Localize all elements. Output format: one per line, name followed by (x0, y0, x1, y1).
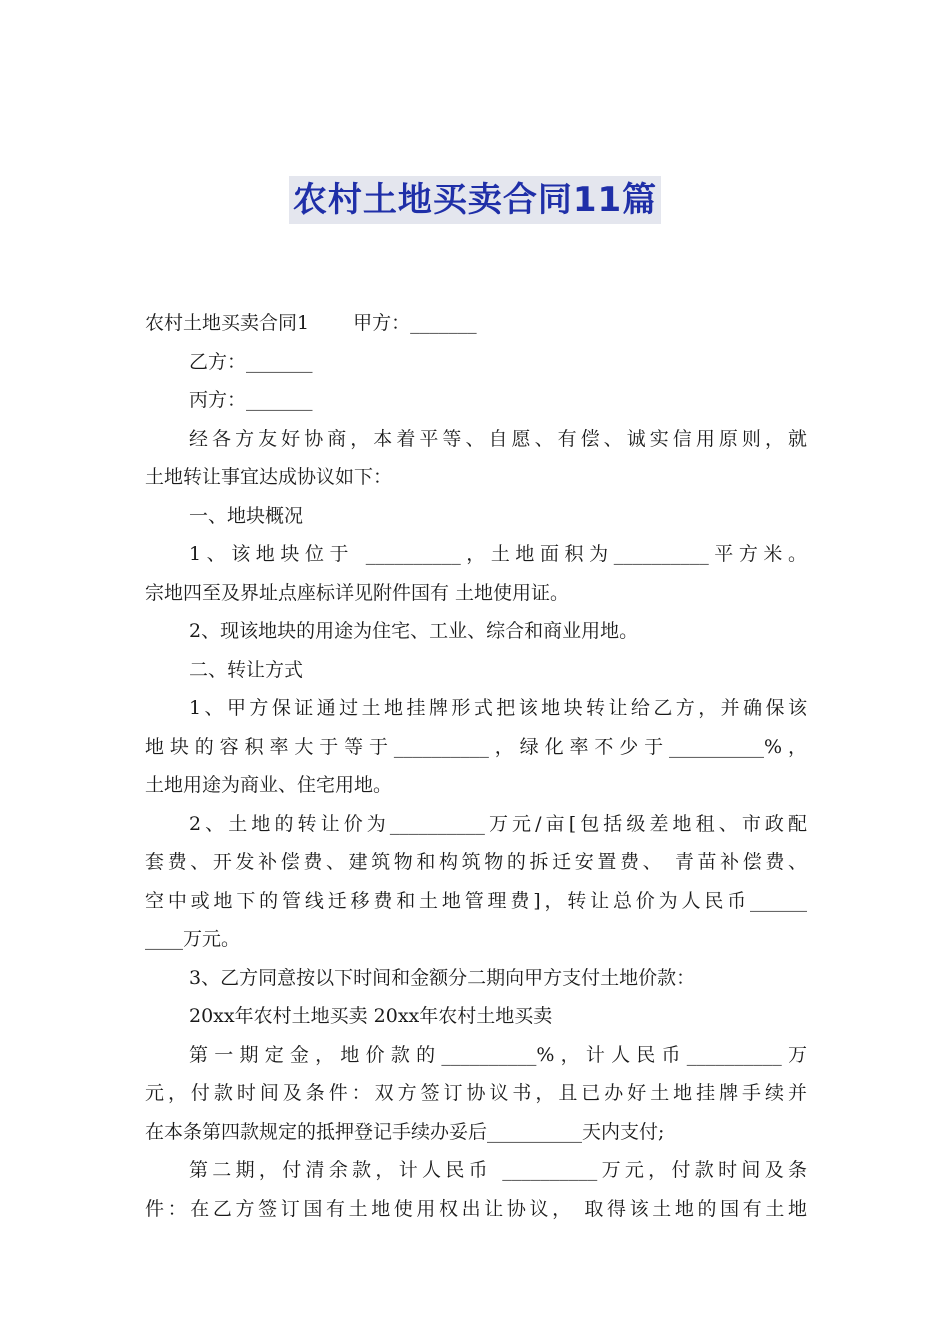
paragraph-line: 2、土地的转让价为__________万元/亩[包括级差地租、市政配 (189, 812, 807, 835)
paragraph-line: 2、现该地块的用途为住宅、工业、综合和商业用地。 (189, 620, 639, 642)
paragraph-line: 乙方：_______ (189, 350, 313, 373)
paragraph-line: ____万元。 (145, 928, 241, 950)
paragraph-line: 1、甲方保证通过土地挂牌形式把该地块转让给乙方，并确保该 (189, 697, 807, 719)
section-heading: 一、地块概况 (189, 504, 304, 527)
paragraph-line: 件：在乙方签订国有土地使用权出让协议， 取得该土地的国有土地 (145, 1197, 807, 1220)
paragraph-line: 第一期定金，地价款的__________%，计人民币__________万 (189, 1043, 807, 1066)
paragraph-line: 经各方友好协商，本着平等、自愿、有偿、诚实信用原则，就 (189, 427, 807, 450)
document-body (145, 304, 807, 1228)
paragraph-line: 地块的容积率大于等于__________，绿化率不少于__________%， (145, 735, 807, 758)
paragraph-line: 3、乙方同意按以下时间和金额分二期向甲方支付土地价款： (189, 966, 696, 989)
paragraph-line: 元，付款时间及条件：双方签订协议书，且已办好土地挂牌手续并 (145, 1082, 807, 1104)
paragraph-line: 1、该地块位于 __________，土地面积为__________平方米。 (189, 543, 807, 565)
section-heading: 二、转让方式 (189, 658, 304, 681)
paragraph-line: 农村土地买卖合同1 甲方：_______ (145, 312, 477, 334)
document-title: 农村土地买卖合同11篇 (289, 176, 661, 224)
paragraph-line: 土地用途为商业、住宅用地。 (145, 774, 393, 796)
paragraph-line: 第二期，付清余款，计人民币 __________万元，付款时间及条 (189, 1159, 807, 1181)
paragraph-line: 丙方：_______ (189, 389, 313, 411)
paragraph-line: 土地转让事宜达成协议如下： (145, 466, 393, 488)
paragraph-line: 宗地四至及界址点座标详见附件国有 土地使用证。 (145, 581, 570, 604)
paragraph-line: 套费、开发补偿费、建筑物和构筑物的拆迁安置费、 青苗补偿费、 (145, 851, 807, 873)
paragraph-line: 空中或地下的管线迁移费和土地管理费]，转让总价为人民币______ (145, 889, 807, 912)
title-container (0, 176, 950, 224)
paragraph-line: 在本条第四款规定的抵押登记手续办妥后__________天内支付; (145, 1120, 665, 1143)
paragraph-line: 20xx年农村土地买卖 20xx年农村土地买卖 (189, 1005, 553, 1027)
